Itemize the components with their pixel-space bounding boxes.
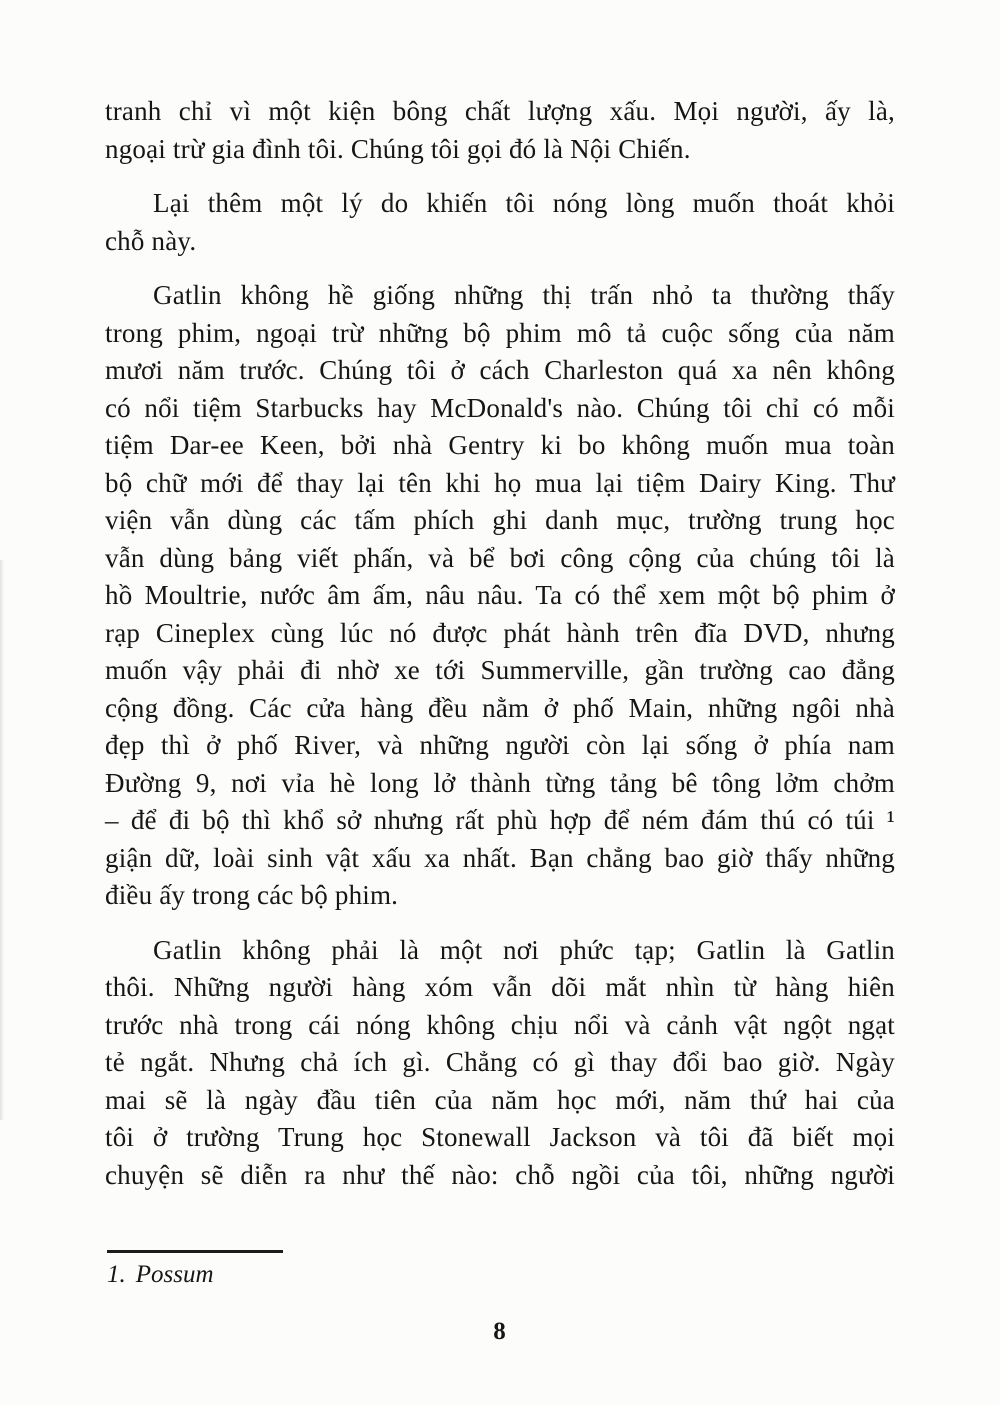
scan-artifact	[0, 560, 4, 1120]
text-line: chuyện sẽ diễn ra như thế nào: chỗ ngồi của tôi, những người	[105, 1159, 895, 1190]
paragraph	[105, 932, 895, 1195]
footnote-text: Possum	[135, 1261, 214, 1288]
footnote	[107, 1258, 214, 1292]
text-line: – để đi bộ thì khổ sở nhưng rất phù hợp để ném đám thú có túi ¹	[105, 805, 895, 835]
text-line: điều ấy trong các bộ phim.	[105, 880, 399, 910]
footnote-divider	[107, 1250, 283, 1253]
text-line: tiệm Dar-ee Keen, bởi nhà Gentry ki bo không muốn mua toàn	[105, 430, 895, 460]
text-line: giận dữ, loài sinh vật xấu xa nhất. Bạn chẳng bao giờ thấy những	[105, 842, 895, 873]
text-line: ngoại trừ gia đình tôi. Chúng tôi gọi đó là Nội Chiến.	[105, 133, 691, 164]
text-line: tẻ ngắt. Nhưng chả ích gì. Chẳng có gì thay đổi bao giờ. Ngày	[105, 1047, 895, 1077]
body-text	[105, 93, 895, 1194]
text-line: đẹp thì ở phố River, và những người còn lại sống ở phía nam	[105, 730, 895, 760]
paragraph	[105, 93, 895, 168]
text-line: vẫn dùng bảng viết phấn, và bể bơi công cộng của chúng tôi là	[105, 542, 895, 573]
text-line: tôi ở trường Trung học Stonewall Jackson và tôi đã biết mọi	[105, 1122, 895, 1152]
text-line: thôi. Những người hàng xóm vẫn dõi mắt nhìn từ hàng hiên	[105, 972, 895, 1002]
text-line: rạp Cineplex cùng lúc nó được phát hành trên đĩa DVD, nhưng	[105, 617, 895, 648]
text-line: Đường 9, nơi vỉa hè long lở thành từng tảng bê tông lởm chởm	[105, 767, 895, 798]
text-line: hồ Moultrie, nước âm ấm, nâu nâu. Ta có thể xem một bộ phim ở	[105, 580, 895, 610]
text-line: bộ chữ mới để thay lại tên khi họ mua lại tiệm Dairy King. Thư	[105, 467, 895, 498]
text-line: mươi năm trước. Chúng tôi ở cách Charleston quá xa nên không	[105, 355, 895, 385]
page-number: 8	[493, 1318, 507, 1345]
text-line: cộng đồng. Các cửa hàng đều nằm ở phố Main, những ngôi nhà	[105, 692, 895, 723]
text-line: Gatlin không hề giống những thị trấn nhỏ ta thường thấy	[153, 280, 895, 310]
paragraph	[105, 277, 895, 915]
text-line: có nổi tiệm Starbucks hay McDonald's nào. Chúng tôi chỉ có mỗi	[105, 392, 895, 423]
text-line: Lại thêm một lý do khiến tôi nóng lòng muốn thoát khỏi	[153, 188, 895, 218]
text-line: trong phim, ngoại trừ những bộ phim mô tả cuộc sống của năm	[105, 317, 895, 348]
paragraph	[105, 185, 895, 260]
text-line: viện vẫn dùng các tấm phích ghi danh mục, trường trung học	[105, 505, 895, 535]
text-line: muốn vậy phải đi nhờ xe tới Summerville, gần trường cao đẳng	[105, 655, 895, 685]
text-line: mai sẽ là ngày đầu tiên của năm học mới, năm thứ hai của	[105, 1084, 895, 1115]
text-line: Gatlin không phải là một nơi phức tạp; Gatlin là Gatlin	[153, 934, 895, 965]
text-line: tranh chỉ vì một kiện bông chất lượng xấu. Mọi người, ấy là,	[105, 96, 895, 126]
text-line: trước nhà trong cái nóng không chịu nổi và cảnh vật ngột ngạt	[105, 1009, 895, 1040]
text-line: chỗ này.	[105, 225, 197, 256]
footnote-marker: 1.	[107, 1261, 126, 1288]
